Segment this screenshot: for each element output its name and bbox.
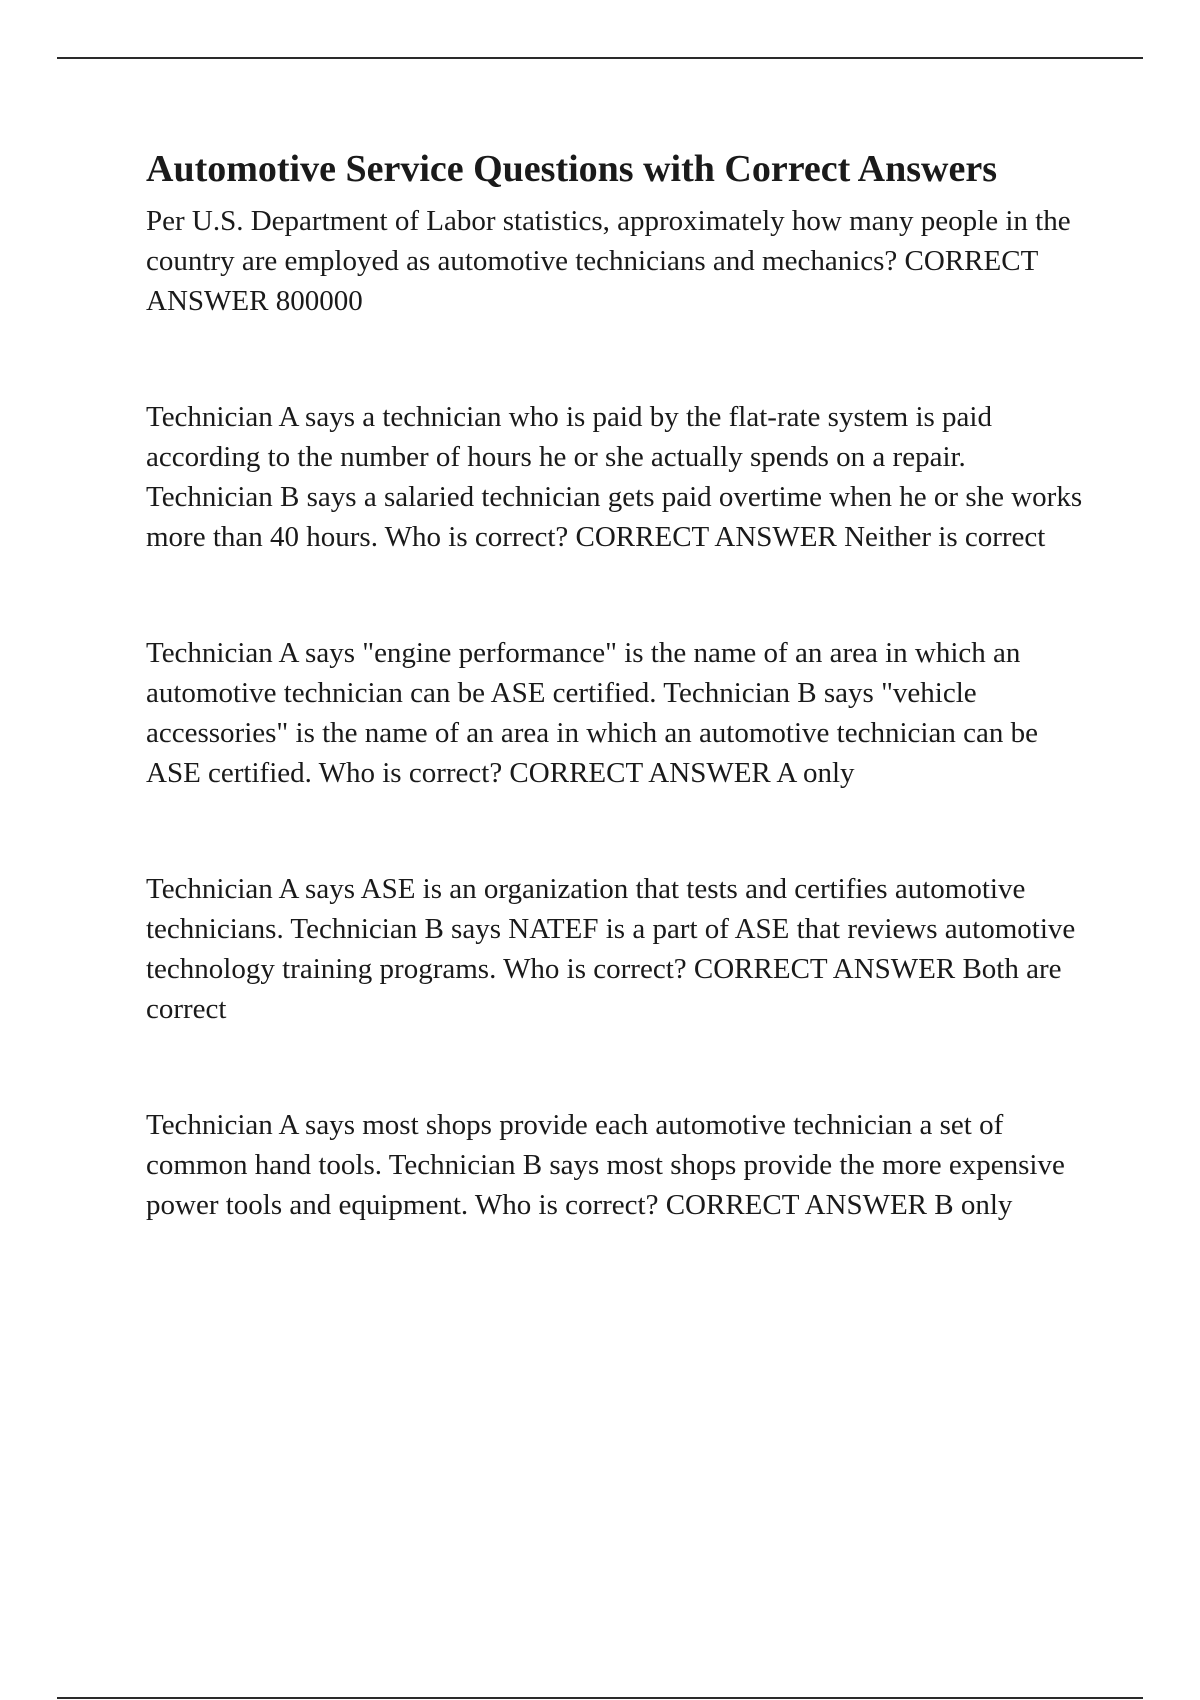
page-title: Automotive Service Questions with Correct Answers — [146, 148, 997, 190]
question-item: Technician A says a technician who is paid by the flat-rate system is paid according to the number of hours he or she actually spends on a repair. Technician B says a salaried technician gets paid overtime when he or she works more than 40 hours. Who is correct? CORRECT ANSWER Neither is correct — [146, 401, 1083, 553]
question-item: Technician A says most shops provide each automotive technician a set of common hand tools. Technician B says most shops provide the more expensive power tools and equipment. Who is correct? CORRECT ANSWER B only — [146, 1109, 1065, 1221]
question-item: Per U.S. Department of Labor statistics, approximately how many people in the country are employed as automotive technicians and mechanics? CORRECT ANSWER 800000 — [146, 205, 1071, 317]
question-item: Technician A says "engine performance" is the name of an area in which an automotive technician can be ASE certified. Technician B says "vehicle accessories" is the name of an area in which an automotive technician can be ASE certified. Who is correct? CORRECT ANSWER A only — [146, 637, 1038, 789]
document-body — [146, 145, 1096, 1301]
top-divider — [57, 57, 1143, 59]
bottom-divider — [57, 1697, 1143, 1699]
question-item: Technician A says ASE is an organization that tests and certifies automotive technicians. Technician B says NATEF is a part of ASE that reviews automotive technology training programs. Who is correct? CORRECT ANSWER Both are correct — [146, 873, 1076, 1025]
